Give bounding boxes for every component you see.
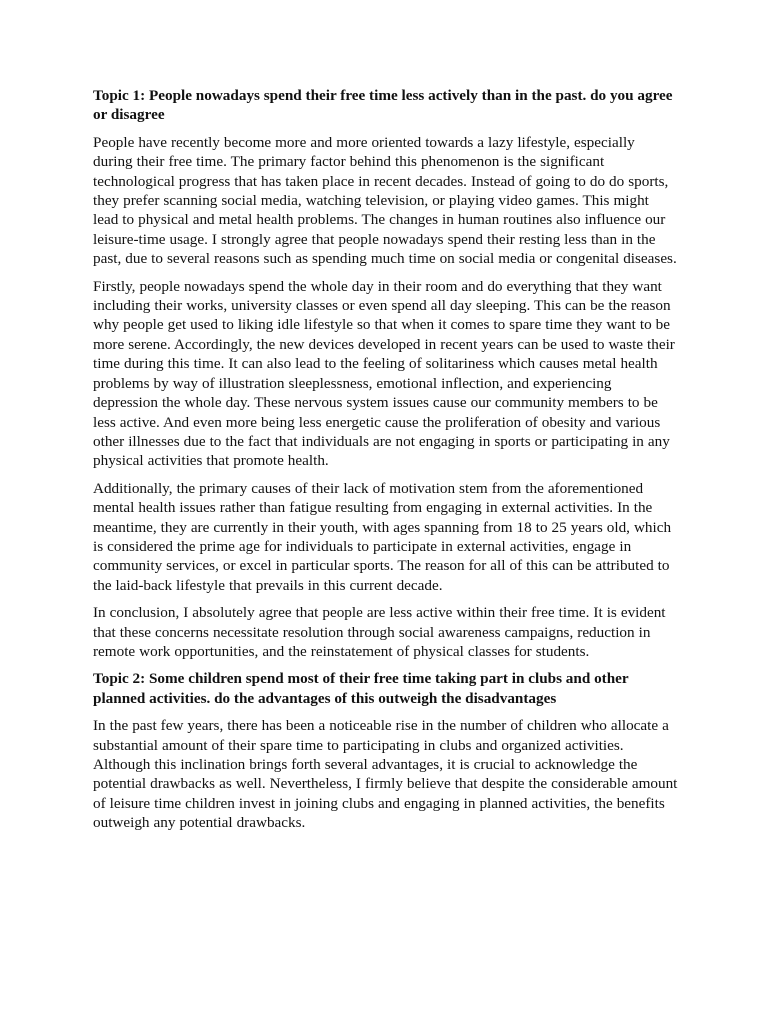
topic-2-heading: Topic 2: Some children spend most of their free time taking part in clubs and other planned activities. do the advantages of this outweigh the disadvantages [93, 670, 629, 707]
topic-2-introduction-paragraph: In the past few years, there has been a noticeable rise in the number of children who allocate a substantial amount of their spare time to participating in clubs and organized activities. Although this inclination brings forth several advantages, it is crucial to acknowledge the potential drawbacks as well. Nevertheless, I firmly believe that despite the considerable amount of leisure time children invest in joining clubs and engaging in planned activities, the benefits outweigh any potential drawbacks. [93, 717, 678, 832]
topic-2-section [93, 669, 678, 832]
topic-1-introduction-paragraph: People have recently become more and more oriented towards a lazy lifestyle, especially during their free time. The primary factor behind this phenomenon is the significant technological progress that has taken place in recent decades. Instead of going to do do sports, they prefer scanning social media, watching television, or playing video games. This might lead to physical and metal health problems. The changes in human routines also influence our leisure-time usage. I strongly agree that people nowadays spend their resting less than in the past, due to several reasons such as spending much time on social media or congenital diseases. [93, 133, 677, 268]
topic-1-section [93, 86, 678, 661]
topic-1-body-paragraph-1: Firstly, people nowadays spend the whole day in their room and do everything that they want including their works, university classes or even spend all day sleeping. This can be the reason why people get used to liking idle lifestyle so that when it comes to spare time they want to be more serene. Accordingly, the new devices developed in recent years can be used to waste their time during this time. It can also lead to the feeling of solitariness which causes metal health problems by way of illustration sleeplessness, emotional inflection, and experiencing depression the whole day. These nervous system issues cause our community members to be less active. And even more being less energetic cause the proliferation of obesity and various other illnesses due to the fact that individuals are not engaging in sports or participating in any physical activities that promote health. [93, 277, 675, 470]
topic-1-conclusion-paragraph: In conclusion, I absolutely agree that people are less active within their free time. It is evident that these concerns necessitate resolution through social awareness campaigns, reduction in remote work opportunities, and the reinstatement of physical classes for students. [93, 604, 666, 660]
topic-1-body-paragraph-2: Additionally, the primary causes of their lack of motivation stem from the aforementioned mental health issues rather than fatigue resulting from engaging in external activities. In the meantime, they are currently in their youth, with ages spanning from 18 to 25 years old, which is considered the prime age for individuals to participate in external activities, engage in community services, or excel in particular sports. The reason for all of this can be attributed to the laid-back lifestyle that prevails in this current decade. [93, 479, 672, 594]
topic-1-heading: Topic 1: People nowadays spend their free time less actively than in the past. do you agree or disagree [93, 87, 673, 124]
